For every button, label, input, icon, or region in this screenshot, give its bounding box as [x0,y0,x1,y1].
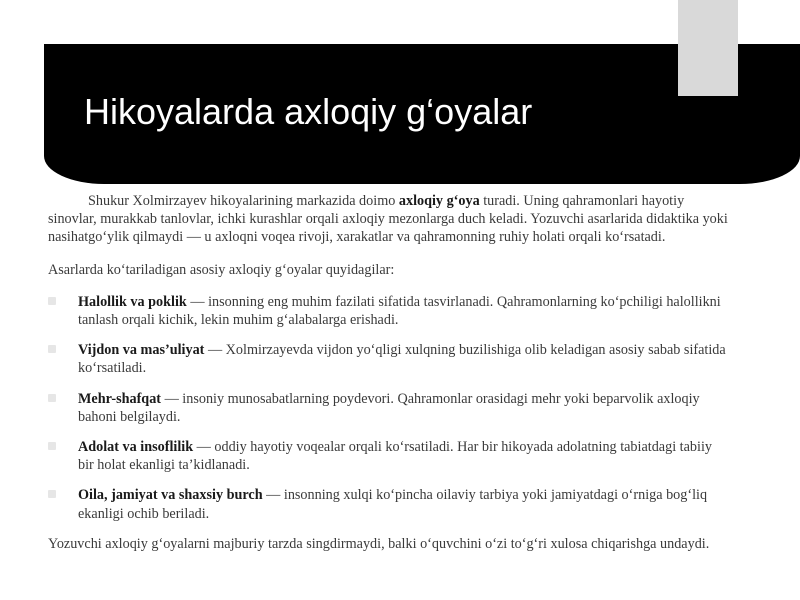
item-text: — Xolmirzayevda vijdon yo‘qligi xulqning buzilishiga olib keladigan asosiy sabab sifatida ko‘rsatiladi. [78,342,726,377]
item-term: Adolat va insoflilik [78,439,194,456]
conclusion-paragraph: Yozuvchi axloqiy g‘oyalarni majburiy tarzda singdirmaydi, balki o‘quvchini o‘zi to‘g‘ri xulosa chiqarishga undaydi. [48,535,710,552]
slide-body [48,192,728,567]
bullet-icon [48,297,56,305]
item-text: — insoniy munosabatlarning poydevori. Qahramonlar orasidagi mehr yoki beparvolik axloqiy bahoni belgilaydi. [78,390,700,425]
intro-bold: axloqiy g‘oya [398,193,480,209]
item-term: Mehr-shafqat [78,390,162,407]
bullet-icon [48,345,56,353]
bullet-icon [48,490,56,498]
values-list [48,293,728,523]
intro-text-before: Shukur Xolmirzayev hikoyalarining markazida doimo [88,193,399,209]
bullet-icon [48,442,56,450]
list-item [48,438,728,474]
item-text: — oddiy hayotiy voqealar orqali ko‘rsatiladi. Har bir hikoyada adolatning tabiatdagi tabiiy bir holat ekanligi ta’kidlanadi. [78,439,712,474]
list-item [48,341,728,377]
intro-paragraph [48,192,728,247]
item-term: Halollik va poklik [78,293,187,310]
item-text: — insonning eng muhim fazilati sifatida tasvirlanadi. Qahramonlarning ko‘pchiligi halollikni tanlash orqali kichik, lekin muhim g‘alabalarga erishadi. [78,293,721,329]
list-item [48,390,728,426]
list-item [48,293,728,329]
intro-text-after: turadi. Uning qahramonlari hayotiy sinovlar, murakkab tanlovlar, ichki kurashlar orqali axloqiy mezonlarga duch keladi. Yozuvchi asarlarida didaktika yoki nasihatgo‘ylik qilmaydi — u axloqni voqea rivoji, xarakatlar va qahramonning ruhiy holati orqali ko‘rsatadi. [48,193,728,246]
item-term: Vijdon va mas’uliyat [78,342,205,359]
item-text: — insonning xulqi ko‘pincha oilaviy tarbiya yoki jamiyatdagi o‘rniga bog‘liq ekanligi ochib beriladi. [78,487,708,522]
list-item [48,486,728,522]
corner-tab [678,0,738,96]
bullet-icon [48,394,56,402]
lead-paragraph: Asarlarda ko‘tariladigan asosiy axloqiy g‘oyalar quyidagilar: [48,261,395,278]
item-term: Oila, jamiyat va shaxsiy burch [78,487,263,504]
slide-title: Hikoyalarda axloqiy g‘oyalar [84,91,533,132]
